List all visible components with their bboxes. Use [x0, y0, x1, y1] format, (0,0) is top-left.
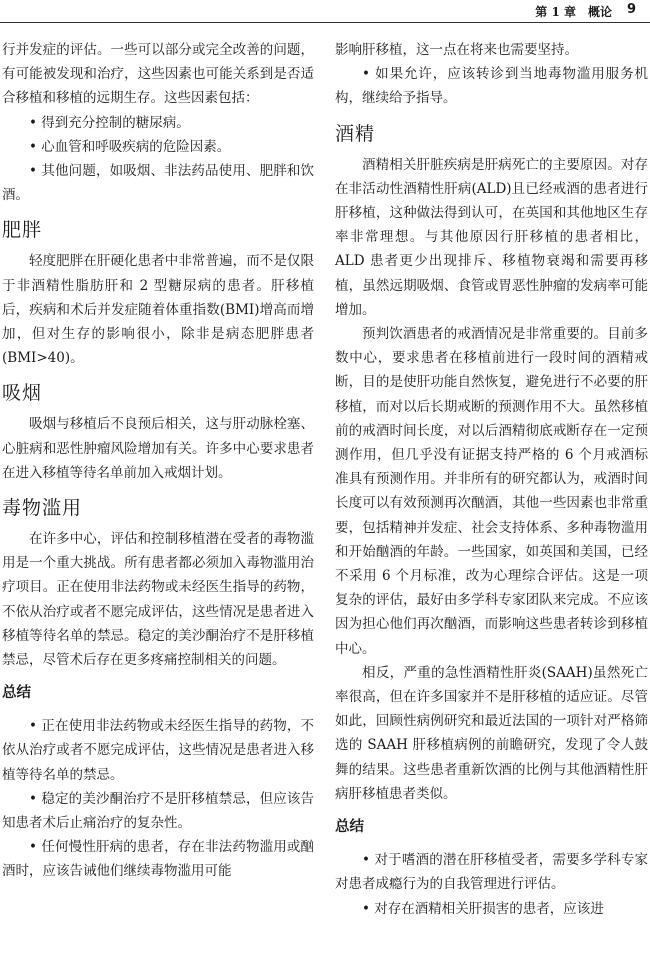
left-column: [2, 38, 314, 884]
continued-bullet: • 如果允许，应该转诊到当地毒物滥用服务机构，继续给予指导。: [335, 62, 648, 110]
summary-bullet: • 任何慢性肝病的患者，存在非法药物滥用或酗酒时，应该告诫他们继续毒物滥用可能: [2, 835, 314, 883]
summary-bullet: • 稳定的美沙酮治疗不是肝移植禁忌，但应该告知患者术后止痛治疗的复杂性。: [2, 787, 314, 835]
chapter-title: 第 1 章 概论: [535, 5, 612, 19]
smoking-paragraph: 吸烟与移植后不良预后相关，这与肝动脉栓塞、心脏病和恶性肿瘤风险增加有关。许多中心要求患者在进入移植等待名单前加入戒烟计划。: [2, 416, 314, 481]
summary-bullet: • 对存在酒精相关肝损害的患者，应该进: [335, 897, 648, 921]
factor-bullet: • 得到充分控制的糖尿病。: [2, 111, 314, 135]
section-heading-alcohol: 酒精: [335, 122, 376, 145]
summary-heading: 总结: [335, 819, 364, 836]
factor-bullet: • 心血管和呼吸疾病的危险因素。: [2, 135, 314, 159]
factor-bullet: • 其他问题，如吸烟、非法药品使用、肥胖和饮酒。: [2, 159, 314, 207]
page-header: [0, 0, 650, 23]
intro-paragraph: 行并发症的评估。一些可以部分或完全改善的问题，有可能被发现和治疗，这些因素也可能关系到是否适合移植和移植的远期生存。这些因素包括：: [2, 42, 314, 107]
section-heading-smoking: 吸烟: [2, 382, 43, 405]
alcohol-paragraph: 酒精相关肝脏疾病是肝病死亡的主要原因。对存在非活动性酒精性肝病(ALD)且已经戒酒的患者进行肝移植，这种做法得到认可，在英国和其他地区生存率非常理想。与其他原因行肝移植的患者相比，ALD 患者更少出现排斥、移植物衰竭和需要再移植，虽然远期吸烟、食管或胃恶性肿瘤的发病率可能增加。: [335, 156, 648, 318]
alcohol-paragraph: 预判饮酒患者的戒酒情况是非常重要的。目前多数中心，要求患者在移植前进行一段时间的酒精戒断，目的是使肝功能自然恢复，避免进行不必要的肝移植，而对以后长期戒断的预测作用不大。虽然移植前的戒酒时间长度，对以后酒精彻底戒断存在一定预测作用，但几乎没有证据支持严格的 6 个月戒酒标准具有预测作用。并非所有的研究都认为，戒酒时间长度可以有效预测再次酗酒，其他一些因素也非常重要，包括精神并发症、社会支持体系、多种毒物滥用和开始酗酒的年龄。一些国家，如英国和美国，已经不采用 6 个月标准，改为心理综合评估。这是一项复杂的评估，最好由多学科专家团队来完成。不应该因为担心他们再次酗酒，而影响这些患者转诊到移植中心。: [335, 326, 648, 657]
obesity-paragraph: 轻度肥胖在肝硬化患者中非常普遍，而不是仅限于非酒精性脂肪肝和 2 型糖尿病的患者。肝移植后，疾病和术后并发症随着体重指数(BMI)增高而增加，但对生存的影响很小，除非是病态肥胖患者(BMI>40)。: [2, 253, 314, 367]
summary-bullet: • 对于嗜酒的潜在肝移植受者，需要多学科专家对患者成瘾行为的自我管理进行评估。: [335, 848, 648, 896]
continued-paragraph: 影响肝移植，这一点在将来也需要坚持。: [335, 42, 578, 58]
summary-bullet: • 正在使用非法药物或未经医生指导的药物，不依从治疗或者不愿完成评估，这些情况是患者进入移植等待名单的禁忌。: [2, 714, 314, 787]
section-heading-substance: 毒物滥用: [2, 497, 83, 520]
section-heading-obesity: 肥胖: [2, 219, 43, 242]
right-column: [335, 38, 648, 921]
summary-heading: 总结: [2, 685, 31, 702]
alcohol-paragraph: 相反，严重的急性酒精性肝炎(SAAH)虽然死亡率很高，但在许多国家并不是肝移植的适应证。尽管如此，回顾性病例研究和最近法国的一项针对严格筛选的 SAAH 肝移植病例的前瞻研究，发现了令人鼓舞的结果。这些患者重新饮酒的比例与其他酒精性肝病肝移植患者类似。: [335, 664, 648, 802]
page-number: 9: [626, 2, 636, 17]
substance-paragraph: 在许多中心，评估和控制移植潜在受者的毒物滥用是一个重大挑战。所有患者都必须加入毒物滥用治疗项目。正在使用非法药物或未经医生指导的药物，不依从治疗或者不愿完成评估，这些情况是患者进入移植等待名单的禁忌。稳定的美沙酮治疗不是肝移植禁忌，尽管术后存在更多疼痛控制相关的问题。: [2, 531, 314, 669]
